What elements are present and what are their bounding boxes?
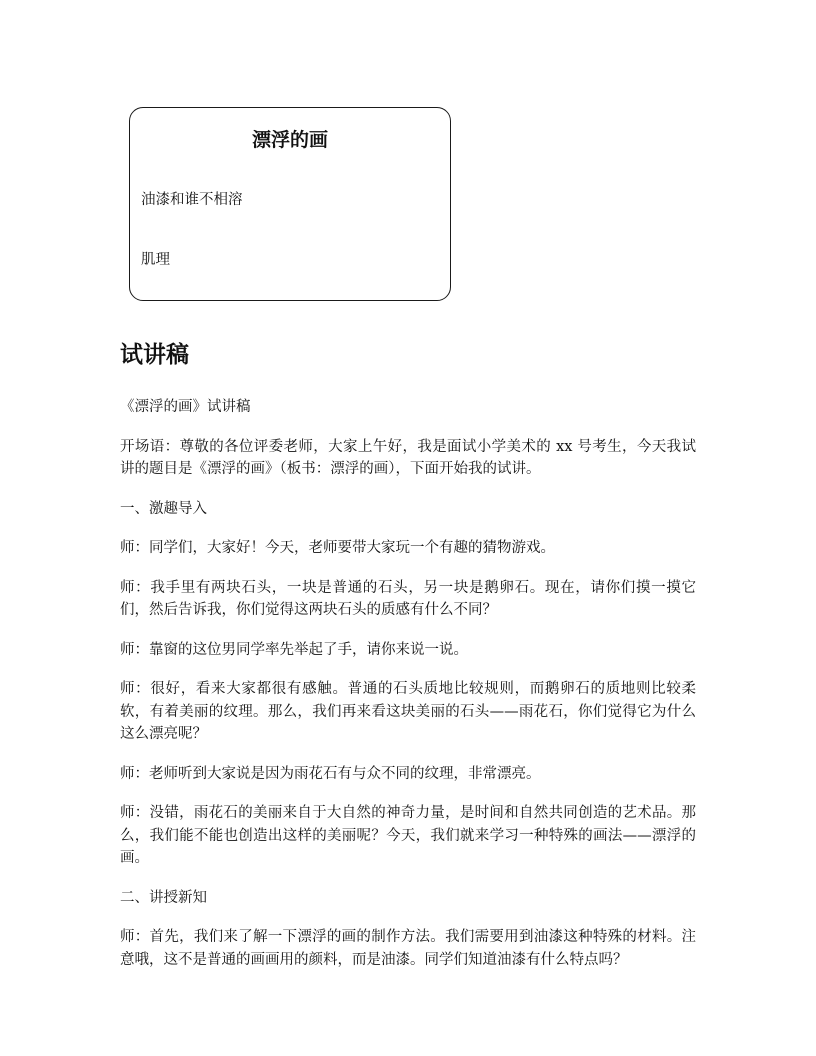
document-heading: 试讲稿 [120, 342, 189, 368]
section-heading-new-knowledge: 二、讲授新知 [120, 889, 207, 906]
blackboard-summary-box [129, 107, 451, 301]
board-item-oil-paint: 油漆和谁不相溶 [141, 192, 243, 208]
paragraph: 师：我手里有两块石头，一块是普通的石头，另一块是鹅卵石。现在，请你们摸一摸它们，然后告诉我，你们觉得这两块石头的质感有什么不同？ [120, 579, 696, 618]
lecture-script-body [120, 396, 696, 988]
paragraph: 师：很好，看来大家都很有感触。普通的石头质地比较规则，而鹅卵石的质地则比较柔软，有着美丽的纹理。那么，我们再来看这块美丽的石头——雨花石，你们觉得它为什么这么漂亮呢？ [120, 681, 696, 742]
paragraph: 师：同学们，大家好！今天，老师要带大家玩一个有趣的猜物游戏。 [120, 540, 555, 556]
paragraph: 师：老师听到大家说是因为雨花石有与众不同的纹理，非常漂亮。 [120, 765, 541, 782]
paragraph: 师：没错，雨花石的美丽来自于大自然的神奇力量，是时间和自然共同创造的艺术品。那么，我们能不能也创造出这样的美丽呢？今天，我们就来学习一种特殊的画法——漂浮的画。 [120, 805, 696, 866]
paragraph: 师：首先，我们来了解一下漂浮的画的制作方法。我们需要用到油漆这种特殊的材料。注意哦，这不是普通的画画用的颜料，而是油漆。同学们知道油漆有什么特点吗？ [120, 929, 696, 968]
opening-paragraph: 开场语：尊敬的各位评委老师，大家上午好，我是面试小学美术的 xx 号考生，今天我试讲的题目是《漂浮的画》（板书：漂浮的画），下面开始我的试讲。 [120, 438, 696, 477]
board-item-texture: 肌理 [141, 252, 170, 268]
section-heading-intro: 一、激趣导入 [120, 500, 207, 517]
paragraph: 师：靠窗的这位男同学率先举起了手，请你来说一说。 [120, 641, 468, 658]
board-title: 漂浮的画 [251, 129, 328, 151]
script-title-line: 《漂浮的画》试讲稿 [120, 399, 251, 415]
